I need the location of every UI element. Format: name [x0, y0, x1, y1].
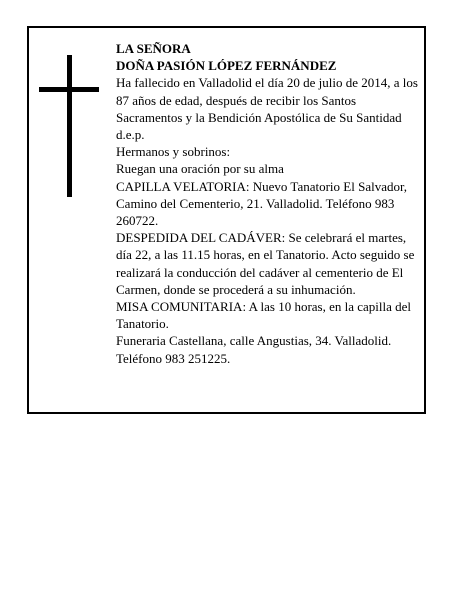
cross-vertical-bar [67, 55, 72, 197]
deceased-name: DOÑA PASIÓN LÓPEZ FERNÁNDEZ [116, 58, 337, 74]
mass-info: MISA COMUNITARIA: A las 10 horas, en la capilla del Tanatorio. [116, 299, 412, 332]
notice-text [116, 40, 421, 367]
cross-icon [39, 55, 99, 197]
funeral-home-info: Funeraria Castellana, calle Angustias, 34. Valladolid. Teléfono 983 251225. [116, 333, 392, 366]
notice-heading: LA SEÑORA [116, 41, 191, 56]
family-line: Hermanos y sobrinos: [116, 144, 231, 160]
obituary-notice [27, 26, 426, 414]
farewell-info: DESPEDIDA DEL CADÁVER: Se celebrará el martes, día 22, a las 11.15 horas, en el Tanatorio. Acto seguido se realizará la conducción del cadáver al cementerio de El Carmen, donde se procederá a su inhumación. [116, 230, 415, 297]
prayer-request: Ruegan una oración por su alma [116, 161, 284, 177]
cross-horizontal-bar [39, 87, 99, 92]
death-announcement: Ha fallecido en Valladolid el día 20 de julio de 2014, a los 87 años de edad, después de recibir los Santos Sacramentos y la Bendición Apostólica de Su Santidad d.e.p. [116, 75, 418, 143]
wake-chapel-info: CAPILLA VELATORIA: Nuevo Tanatorio El Salvador, Camino del Cementerio, 21. Valladolid. Teléfono 983 260722. [116, 178, 408, 229]
